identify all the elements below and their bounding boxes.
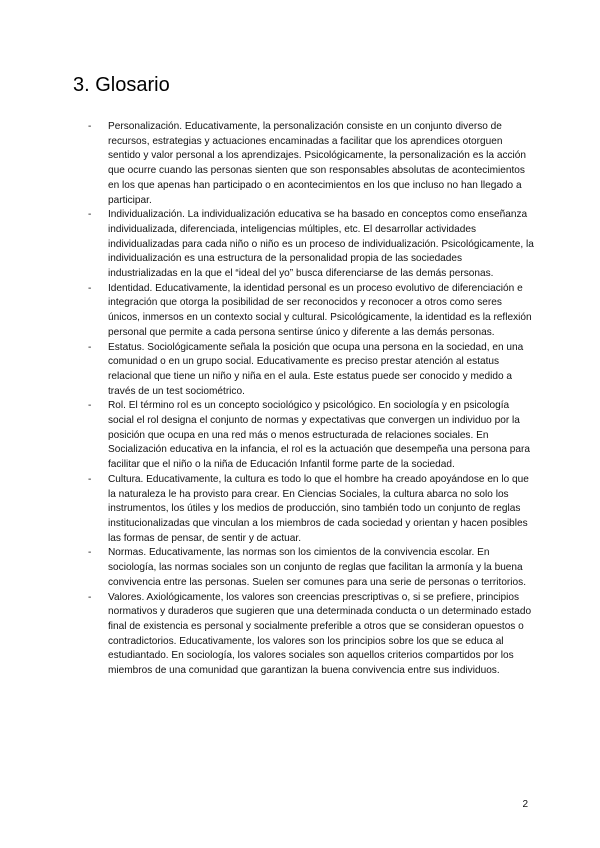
glossary-entry-text: Personalización. Educativamente, la personalización consiste en un conjunto diverso de recursos, estrategias y actuaciones encaminadas a facilitar que los aprendices otorguen sentido y valor personal a los aprendizajes. Psicológicamente, la personalización es la acción que ocurre cuando las personas sienten que son responsables absolutas de acontecimientos en los que apenas han participado o en acontecimientos en los que incluso no han llegado a participar. (108, 121, 527, 206)
glossary-entry-valores (88, 591, 534, 679)
section-heading: 3. Glosario (73, 74, 170, 96)
glossary-entry-cultura (88, 473, 534, 547)
bullet-dash: - (88, 341, 92, 353)
bullet-dash: - (88, 209, 92, 221)
glossary-entry-text: Individualización. La individualización educativa se ha basado en conceptos como enseñanza individualizada, diferenciada, inteligencias múltiples, etc. El desarrollar actividades individualizadas para cada niño o niño es un proceso de individualización. Psicológicamente, la individualización es una estructura de la personalidad propia de las sociedades industrializadas en la que el “ideal del yo” busca diferenciarse de las demás personas. (108, 209, 534, 280)
bullet-dash: - (88, 591, 92, 603)
bullet-dash: - (88, 473, 92, 485)
page-number: 2 (522, 799, 528, 810)
glossary-entry-normas (88, 546, 534, 590)
glossary-entry-text: Normas. Educativamente, las normas son los cimientos de la convivencia escolar. En sociología, las normas sociales son un conjunto de reglas que facilitan la armonía y la buena convivencia entre las personas. Suelen ser comunes para una serie de personas o territorios. (108, 547, 526, 588)
bullet-dash: - (88, 547, 92, 559)
bullet-dash: - (88, 400, 92, 412)
glossary-list (88, 120, 534, 679)
glossary-entry-text: Identidad. Educativamente, la identidad personal es un proceso evolutivo de diferenciación e integración que otorga la posibilidad de ser reconocidos y reconocer a otros como seres únicos, inmersos en un contexto social y cultural. Psicológicamente, la identidad es la reflexión personal que permite a cada persona sentirse único y diferente a las demás personas. (108, 282, 532, 338)
glossary-entry-text: Estatus. Sociológicamente señala la posición que ocupa una persona en la sociedad, en una comunidad o en un grupo social. Educativamente es preciso prestar atención al estatus relacional que tiene un niño y niña en el aula. Este estatus puede ser conocido y medido a través de un test sociométrico. (108, 341, 524, 397)
glossary-entry-text: Valores. Axiológicamente, los valores son creencias prescriptivas o, si se prefiere, principios normativos y duraderos que sugieren que una determinada conducta o un determinado estado final de existencia es personal y socialmente preferible a otros que se consideran opuestos o contradictorios. Educativamente, los valores son los principios sobre los que se educa al estudiantado. En sociología, los valores sociales son aquellos criterios compartidos por los miembros de una comunidad que garantizan la buena convivencia entre sus individuos. (108, 591, 532, 677)
bullet-dash: - (88, 121, 92, 132)
bullet-dash: - (88, 282, 92, 294)
glossary-entry-rol (88, 399, 534, 473)
glossary-entry-individualizacion (88, 208, 534, 282)
glossary-entry-identidad (88, 282, 534, 341)
glossary-entry-text: Rol. El término rol es un concepto sociológico y psicológico. En sociología y en psicología social el rol designa el conjunto de normas y expectativas que convergen un individuo por la posición que ocupa en una red más o menos estructurada de relaciones sociales. En Socialización educativa en la infancia, el rol es la actuación que desempeña una persona para facilitar que el niño o la niña de Educación Infantil forme parte de la sociedad. (108, 400, 530, 471)
glossary-entry-text: Cultura. Educativamente, la cultura es todo lo que el hombre ha creado apoyándose en lo que la naturaleza le ha provisto para crear. En Ciencias Sociales, la cultura abarca no solo los instrumentos, los útiles y los medios de producción, sino también todo un conjunto de reglas institucionalizadas que vinculan a los miembros de cada sociedad y orientan y hacen posibles las formas de pensar, de sentir y de actuar. (108, 473, 529, 544)
glossary-entry-personalizacion (88, 120, 534, 208)
glossary-entry-estatus (88, 341, 534, 400)
